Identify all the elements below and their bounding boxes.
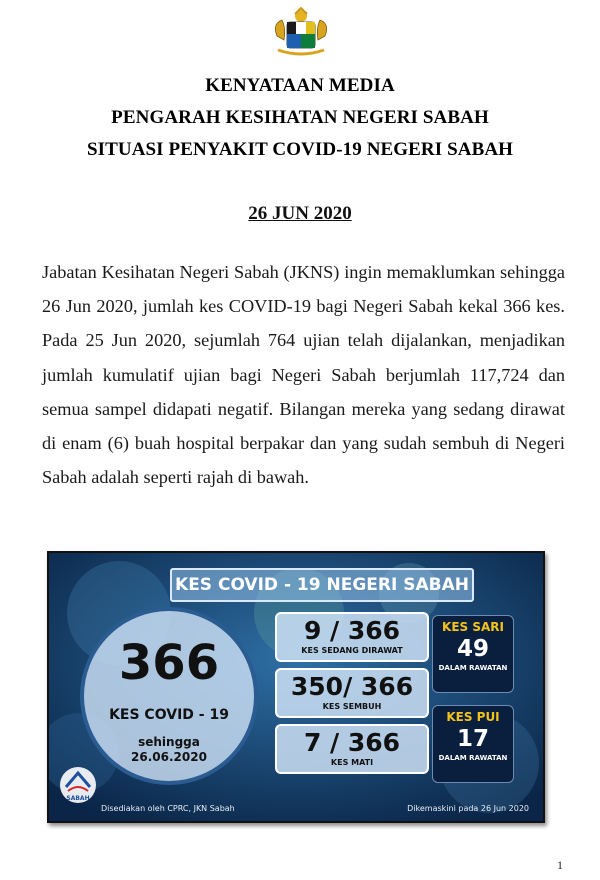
heading-media-statement: KENYATAAN MEDIA (205, 75, 395, 96)
malaysia-coat-of-arms-icon (268, 6, 334, 58)
covid-infographic (47, 551, 545, 823)
stat-value: 350/ 366 (290, 672, 414, 701)
pui-value: 17 (456, 726, 489, 752)
footer-updated: Dikemaskini pada 26 Jun 2020 (407, 804, 529, 813)
pui-tag: KES PUI (446, 710, 500, 724)
heading-director: PENGARAH KESIHATAN NEGERI SABAH (111, 107, 489, 128)
infographic-banner: KES COVID - 19 NEGERI SABAH (170, 568, 474, 602)
sari-value: 49 (456, 636, 489, 662)
statement-date: 26 JUN 2020 (248, 203, 352, 224)
logo-text: SABAH (66, 795, 90, 802)
stat-value: 7 / 366 (303, 728, 401, 757)
pui-caption: DALAM RAWATAN (438, 754, 508, 762)
stat-recovered (275, 668, 429, 718)
total-cases-circle (80, 607, 258, 785)
sabah-health-logo-icon (58, 765, 98, 805)
total-cases-value: 366 (118, 635, 220, 691)
heading-situation: SITUASI PENYAKIT COVID-19 NEGERI SABAH (86, 139, 514, 160)
sari-caption: DALAM RAWATAN (438, 664, 508, 672)
body-paragraph: Jabatan Kesihatan Negeri Sabah (JKNS) ingin memaklumkan sehingga 26 Jun 2020, jumlah kes COVID-19 bagi Negeri Sabah kekal 366 kes. Pada 25 Jun 2020, sejumlah 764 ujian telah dijalankan, menjadikan jumlah kumulatif ujian bagi Negeri Sabah berjumlah 117,724 dan semua sampel didapati negatif. Bilangan mereka yang sedang dirawat di enam (6) buah hospital berpakar dan yang sudah sembuh di Negeri Sabah adalah seperti rajah di bawah. (42, 262, 565, 488)
sari-cases-box (432, 615, 514, 693)
sari-tag: KES SARI (442, 620, 504, 634)
until-label: sehingga (138, 735, 200, 749)
total-cases-label: KES COVID - 19 (109, 707, 229, 723)
stat-under-treatment (275, 612, 429, 662)
footer-prepared-by: Disediakan oleh CPRC, JKN Sabah (101, 804, 235, 813)
stat-deaths (275, 724, 429, 774)
until-date: 26.06.2020 (131, 750, 207, 764)
pui-cases-box (432, 705, 514, 783)
stat-caption: KES SEMBUH (322, 702, 382, 711)
page-number: 1 (557, 858, 563, 872)
stat-caption: KES SEDANG DIRAWAT (301, 646, 403, 655)
stat-caption: KES MATI (330, 758, 374, 767)
stat-value: 9 / 366 (303, 616, 401, 645)
